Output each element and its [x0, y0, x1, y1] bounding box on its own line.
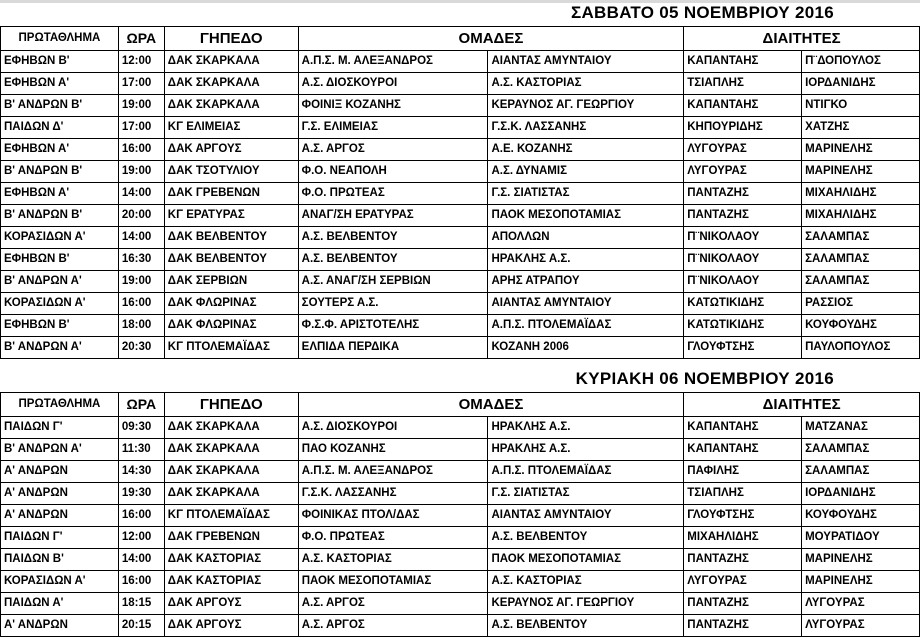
- referee-1-cell: ΠΑΝΤΑΖΗΣ: [684, 615, 802, 637]
- referee-2-cell: ΣΑΛΑΜΠΑΣ: [802, 249, 920, 271]
- away-team-cell: Γ.Σ.Κ. ΛΑΣΣΑΝΗΣ: [488, 117, 684, 139]
- time-cell: 17:00: [118, 73, 164, 95]
- home-team-cell: Α.Σ. ΚΑΣΤΟΡΙΑΣ: [298, 549, 488, 571]
- referee-1-cell: ΛΥΓΟΥΡΑΣ: [684, 571, 802, 593]
- header-teams: ΟΜΑΔΕΣ: [298, 393, 684, 417]
- league-cell: ΠΑΙΔΩΝ Δ': [1, 117, 119, 139]
- home-team-cell: ΠΑΟ ΚΟΖΑΝΗΣ: [298, 439, 488, 461]
- table-row: [1, 73, 920, 95]
- time-cell: 12:00: [118, 527, 164, 549]
- home-team-cell: ΣΟΥΤΕΡΣ Α.Σ.: [298, 293, 488, 315]
- saturday-title: ΣΑΒΒΑΤΟ 05 ΝΟΕΜΒΡΙΟΥ 2016: [570, 3, 834, 22]
- time-cell: 12:00: [118, 51, 164, 73]
- referee-1-cell: ΠΑΝΤΑΖΗΣ: [684, 549, 802, 571]
- referee-2-cell: ΠΑΥΛΟΠΟΥΛΟΣ: [802, 337, 920, 359]
- referee-1-cell: ΓΛΟΥΦΤΣΗΣ: [684, 337, 802, 359]
- referee-2-cell: ΜΟΥΡΑΤΙΔΟΥ: [802, 527, 920, 549]
- time-cell: 16:00: [118, 571, 164, 593]
- time-cell: 09:30: [118, 417, 164, 439]
- table-header-row: [1, 393, 920, 417]
- home-team-cell: Α.Σ. ΒΕΛΒΕΝΤΟΥ: [298, 249, 488, 271]
- home-team-cell: ΠΑΟΚ ΜΕΣΟΠΟΤΑΜΙΑΣ: [298, 571, 488, 593]
- table-row: [1, 461, 920, 483]
- referee-1-cell: ΛΥΓΟΥΡΑΣ: [684, 161, 802, 183]
- referee-1-cell: ΤΣΙΑΠΛΗΣ: [684, 483, 802, 505]
- away-team-cell: ΠΑΟΚ ΜΕΣΟΠΟΤΑΜΙΑΣ: [488, 549, 684, 571]
- referee-2-cell: ΣΑΛΑΜΠΑΣ: [802, 271, 920, 293]
- referee-1-cell: ΚΑΠΑΝΤΑΗΣ: [684, 439, 802, 461]
- league-cell: ΚΟΡΑΣΙΔΩΝ Α': [1, 571, 119, 593]
- league-cell: Α' ΑΝΔΡΩΝ: [1, 461, 119, 483]
- header-time: ΩΡΑ: [118, 27, 164, 51]
- table-row: [1, 527, 920, 549]
- sunday-schedule-table: [0, 392, 920, 637]
- referee-2-cell: ΜΑΡΙΝΕΛΗΣ: [802, 139, 920, 161]
- away-team-cell: Α.Ε. ΚΟΖΑΝΗΣ: [488, 139, 684, 161]
- league-cell: ΕΦΗΒΩΝ Α': [1, 183, 119, 205]
- venue-cell: ΔΑΚ ΦΛΩΡΙΝΑΣ: [164, 315, 298, 337]
- referee-1-cell: ΚΑΠΑΝΤΑΗΣ: [684, 51, 802, 73]
- referee-2-cell: ΚΟΥΦΟΥΔΗΣ: [802, 505, 920, 527]
- time-cell: 20:00: [118, 205, 164, 227]
- home-team-cell: Γ.Σ. ΕΛΙΜΕΙΑΣ: [298, 117, 488, 139]
- venue-cell: ΔΑΚ ΣΚΑΡΚΑΛΑ: [164, 51, 298, 73]
- table-row: [1, 439, 920, 461]
- home-team-cell: Α.Σ. ΑΡΓΟΣ: [298, 615, 488, 637]
- venue-cell: ΔΑΚ ΤΣΟΤΥΛΙΟΥ: [164, 161, 298, 183]
- time-cell: 14:00: [118, 549, 164, 571]
- referee-2-cell: ΣΑΛΑΜΠΑΣ: [802, 227, 920, 249]
- home-team-cell: Α.Σ. ΑΝΑΓ/ΣΗ ΣΕΡΒΙΩΝ: [298, 271, 488, 293]
- venue-cell: ΚΓ ΕΡΑΤΥΡΑΣ: [164, 205, 298, 227]
- referee-1-cell: ΚΑΠΑΝΤΑΗΣ: [684, 417, 802, 439]
- table-row: [1, 51, 920, 73]
- time-cell: 18:00: [118, 315, 164, 337]
- header-time: ΩΡΑ: [118, 393, 164, 417]
- table-row: [1, 293, 920, 315]
- referee-1-cell: ΤΣΙΑΠΛΗΣ: [684, 73, 802, 95]
- referee-1-cell: ΠΑΝΤΑΖΗΣ: [684, 183, 802, 205]
- referee-2-cell: ΣΑΛΑΜΠΑΣ: [802, 461, 920, 483]
- referee-1-cell: ΛΥΓΟΥΡΑΣ: [684, 139, 802, 161]
- venue-cell: ΔΑΚ ΣΕΡΒΙΩΝ: [164, 271, 298, 293]
- venue-cell: ΔΑΚ ΚΑΣΤΟΡΙΑΣ: [164, 549, 298, 571]
- away-team-cell: ΠΑΟΚ ΜΕΣΟΠΟΤΑΜΙΑΣ: [488, 205, 684, 227]
- away-team-cell: ΑΙΑΝΤΑΣ ΑΜΥΝΤΑΙΟΥ: [488, 293, 684, 315]
- time-cell: 14:00: [118, 183, 164, 205]
- league-cell: Α' ΑΝΔΡΩΝ: [1, 505, 119, 527]
- time-cell: 19:30: [118, 483, 164, 505]
- header-referees: ΔΙΑΙΤΗΤΕΣ: [684, 27, 920, 51]
- table-row: [1, 227, 920, 249]
- league-cell: Β' ΑΝΔΡΩΝ Α': [1, 271, 119, 293]
- time-cell: 16:30: [118, 249, 164, 271]
- referee-2-cell: ΜΑΡΙΝΕΛΗΣ: [802, 161, 920, 183]
- away-team-cell: ΑΙΑΝΤΑΣ ΑΜΥΝΤΑΙΟΥ: [488, 51, 684, 73]
- referee-2-cell: ΧΑΤΖΗΣ: [802, 117, 920, 139]
- referee-2-cell: ΜΑΡΙΝΕΛΗΣ: [802, 549, 920, 571]
- league-cell: ΕΦΗΒΩΝ Β': [1, 249, 119, 271]
- referee-1-cell: ΓΛΟΥΦΤΣΗΣ: [684, 505, 802, 527]
- table-row: [1, 505, 920, 527]
- referee-2-cell: ΜΑΤΖΑΝΑΣ: [802, 417, 920, 439]
- home-team-cell: Α.Σ. ΑΡΓΟΣ: [298, 593, 488, 615]
- league-cell: ΚΟΡΑΣΙΔΩΝ Α': [1, 293, 119, 315]
- saturday-schedule-table: [0, 26, 920, 359]
- away-team-cell: Α.Π.Σ. ΠΤΟΛΕΜΑΪΔΑΣ: [488, 315, 684, 337]
- venue-cell: ΚΓ ΠΤΟΛΕΜΑΪΔΑΣ: [164, 337, 298, 359]
- away-team-cell: Α.Σ. ΔΥΝΑΜΙΣ: [488, 161, 684, 183]
- home-team-cell: Α.Σ. ΑΡΓΟΣ: [298, 139, 488, 161]
- referee-1-cell: Π¨ΝΙΚΟΛΑΟΥ: [684, 271, 802, 293]
- away-team-cell: Γ.Σ. ΣΙΑΤΙΣΤΑΣ: [488, 183, 684, 205]
- away-team-cell: ΚΕΡΑΥΝΟΣ ΑΓ. ΓΕΩΡΓΙΟΥ: [488, 95, 684, 117]
- venue-cell: ΔΑΚ ΚΑΣΤΟΡΙΑΣ: [164, 571, 298, 593]
- table-row: [1, 593, 920, 615]
- league-cell: ΕΦΗΒΩΝ Α': [1, 139, 119, 161]
- table-row: [1, 271, 920, 293]
- table-row: [1, 615, 920, 637]
- venue-cell: ΔΑΚ ΓΡΕΒΕΝΩΝ: [164, 183, 298, 205]
- table-row: [1, 117, 920, 139]
- time-cell: 19:00: [118, 271, 164, 293]
- home-team-cell: Α.Π.Σ. Μ. ΑΛΕΞΑΝΔΡΟΣ: [298, 51, 488, 73]
- header-referees: ΔΙΑΙΤΗΤΕΣ: [684, 393, 920, 417]
- league-cell: ΕΦΗΒΩΝ Α': [1, 73, 119, 95]
- home-team-cell: Α.Σ. ΔΙΟΣΚΟΥΡΟΙ: [298, 73, 488, 95]
- time-cell: 18:15: [118, 593, 164, 615]
- away-team-cell: ΑΙΑΝΤΑΣ ΑΜΥΝΤΑΙΟΥ: [488, 505, 684, 527]
- time-cell: 11:30: [118, 439, 164, 461]
- league-cell: ΠΑΙΔΩΝ Α': [1, 593, 119, 615]
- home-team-cell: Α.Π.Σ. Μ. ΑΛΕΞΑΝΔΡΟΣ: [298, 461, 488, 483]
- referee-1-cell: Π¨ΝΙΚΟΛΑΟΥ: [684, 249, 802, 271]
- league-cell: ΕΦΗΒΩΝ Β': [1, 51, 119, 73]
- referee-2-cell: ΙΟΡΔΑΝΙΔΗΣ: [802, 73, 920, 95]
- table-row: [1, 249, 920, 271]
- referee-2-cell: Π¨ΔΟΠΟΥΛΟΣ: [802, 51, 920, 73]
- venue-cell: ΔΑΚ ΣΚΑΡΚΑΛΑ: [164, 95, 298, 117]
- home-team-cell: Φ.Ο. ΠΡΩΤΕΑΣ: [298, 527, 488, 549]
- home-team-cell: Α.Σ. ΔΙΟΣΚΟΥΡΟΙ: [298, 417, 488, 439]
- venue-cell: ΔΑΚ ΣΚΑΡΚΑΛΑ: [164, 483, 298, 505]
- table-row: [1, 549, 920, 571]
- league-cell: Β' ΑΝΔΡΩΝ Β': [1, 205, 119, 227]
- away-team-cell: Γ.Σ. ΣΙΑΤΙΣΤΑΣ: [488, 483, 684, 505]
- league-cell: Β' ΑΝΔΡΩΝ Α': [1, 439, 119, 461]
- referee-2-cell: ΝΤΙΓΚΟ: [802, 95, 920, 117]
- league-cell: ΚΟΡΑΣΙΔΩΝ Α': [1, 227, 119, 249]
- home-team-cell: Γ.Σ.Κ. ΛΑΣΣΑΝΗΣ: [298, 483, 488, 505]
- table-row: [1, 483, 920, 505]
- referee-2-cell: ΣΑΛΑΜΠΑΣ: [802, 439, 920, 461]
- venue-cell: ΔΑΚ ΣΚΑΡΚΑΛΑ: [164, 461, 298, 483]
- header-venue: ΓΗΠΕΔΟ: [164, 27, 298, 51]
- header-teams: ΟΜΑΔΕΣ: [298, 27, 684, 51]
- table-row: [1, 571, 920, 593]
- venue-cell: ΔΑΚ ΑΡΓΟΥΣ: [164, 139, 298, 161]
- venue-cell: ΔΑΚ ΑΡΓΟΥΣ: [164, 615, 298, 637]
- venue-cell: ΔΑΚ ΣΚΑΡΚΑΛΑ: [164, 417, 298, 439]
- away-team-cell: ΑΠΟΛΛΩΝ: [488, 227, 684, 249]
- table-row: [1, 417, 920, 439]
- home-team-cell: ΦΟΙΝΙΞ ΚΟΖΑΝΗΣ: [298, 95, 488, 117]
- time-cell: 17:00: [118, 117, 164, 139]
- referee-2-cell: ΛΥΓΟΥΡΑΣ: [802, 593, 920, 615]
- time-cell: 20:30: [118, 337, 164, 359]
- home-team-cell: ΕΛΠΙΔΑ ΠΕΡΔΙΚΑ: [298, 337, 488, 359]
- referee-1-cell: ΠΑΝΤΑΖΗΣ: [684, 205, 802, 227]
- time-cell: 19:00: [118, 161, 164, 183]
- referee-1-cell: Π¨ΝΙΚΟΛΑΟΥ: [684, 227, 802, 249]
- table-header-row: [1, 27, 920, 51]
- away-team-cell: ΚΟΖΑΝΗ 2006: [488, 337, 684, 359]
- venue-cell: ΔΑΚ ΓΡΕΒΕΝΩΝ: [164, 527, 298, 549]
- table-row: [1, 183, 920, 205]
- table-row: [1, 139, 920, 161]
- home-team-cell: Φ.Ο. ΠΡΩΤΕΑΣ: [298, 183, 488, 205]
- referee-2-cell: ΜΙΧΑΗΛΙΔΗΣ: [802, 205, 920, 227]
- league-cell: ΕΦΗΒΩΝ Β': [1, 315, 119, 337]
- referee-1-cell: ΠΑΦΙΛΗΣ: [684, 461, 802, 483]
- away-team-cell: ΗΡΑΚΛΗΣ Α.Σ.: [488, 439, 684, 461]
- sunday-title: ΚΥΡΙΑΚΗ 06 ΝΟΕΜΒΡΙΟΥ 2016: [575, 369, 834, 388]
- away-team-cell: ΗΡΑΚΛΗΣ Α.Σ.: [488, 249, 684, 271]
- away-team-cell: Α.Σ. ΚΑΣΤΟΡΙΑΣ: [488, 73, 684, 95]
- table-row: [1, 205, 920, 227]
- table-row: [1, 337, 920, 359]
- away-team-cell: ΗΡΑΚΛΗΣ Α.Σ.: [488, 417, 684, 439]
- referee-1-cell: ΠΑΝΤΑΖΗΣ: [684, 593, 802, 615]
- league-cell: ΠΑΙΔΩΝ Γ': [1, 417, 119, 439]
- away-team-cell: ΑΡΗΣ ΑΤΡΑΠΟΥ: [488, 271, 684, 293]
- away-team-cell: Α.Σ. ΒΕΛΒΕΝΤΟΥ: [488, 615, 684, 637]
- league-cell: Β' ΑΝΔΡΩΝ Β': [1, 161, 119, 183]
- venue-cell: ΚΓ ΠΤΟΛΕΜΑΪΔΑΣ: [164, 505, 298, 527]
- league-cell: ΠΑΙΔΩΝ Β': [1, 549, 119, 571]
- away-team-cell: Α.Σ. ΒΕΛΒΕΝΤΟΥ: [488, 527, 684, 549]
- header-league: ΠΡΩΤΑΘΛΗΜΑ: [1, 27, 119, 51]
- home-team-cell: Φ.Σ.Φ. ΑΡΙΣΤΟΤΕΛΗΣ: [298, 315, 488, 337]
- away-team-cell: ΚΕΡΑΥΝΟΣ ΑΓ. ΓΕΩΡΓΙΟΥ: [488, 593, 684, 615]
- time-cell: 14:30: [118, 461, 164, 483]
- table-row: [1, 95, 920, 117]
- venue-cell: ΔΑΚ ΑΡΓΟΥΣ: [164, 593, 298, 615]
- league-cell: Α' ΑΝΔΡΩΝ: [1, 615, 119, 637]
- referee-1-cell: ΚΑΤΩΤΙΚΙΔΗΣ: [684, 293, 802, 315]
- referee-2-cell: ΡΑΣΣΙΟΣ: [802, 293, 920, 315]
- referee-1-cell: ΚΗΠΟΥΡΙΔΗΣ: [684, 117, 802, 139]
- venue-cell: ΔΑΚ ΣΚΑΡΚΑΛΑ: [164, 73, 298, 95]
- time-cell: 19:00: [118, 95, 164, 117]
- home-team-cell: ΦΟΙΝΙΚΑΣ ΠΤΟΛ/ΔΑΣ: [298, 505, 488, 527]
- referee-1-cell: ΚΑΤΩΤΙΚΙΔΗΣ: [684, 315, 802, 337]
- away-team-cell: Α.Σ. ΚΑΣΤΟΡΙΑΣ: [488, 571, 684, 593]
- league-cell: Α' ΑΝΔΡΩΝ: [1, 483, 119, 505]
- time-cell: 16:00: [118, 293, 164, 315]
- referee-2-cell: ΚΟΥΦΟΥΔΗΣ: [802, 315, 920, 337]
- referee-1-cell: ΚΑΠΑΝΤΑΗΣ: [684, 95, 802, 117]
- referee-1-cell: ΜΙΧΑΗΛΙΔΗΣ: [684, 527, 802, 549]
- away-team-cell: Α.Π.Σ. ΠΤΟΛΕΜΑΪΔΑΣ: [488, 461, 684, 483]
- league-cell: Β' ΑΝΔΡΩΝ Α': [1, 337, 119, 359]
- table-row: [1, 161, 920, 183]
- venue-cell: ΚΓ ΕΛΙΜΕΙΑΣ: [164, 117, 298, 139]
- venue-cell: ΔΑΚ ΣΚΑΡΚΑΛΑ: [164, 439, 298, 461]
- time-cell: 14:00: [118, 227, 164, 249]
- time-cell: 16:00: [118, 139, 164, 161]
- league-cell: ΠΑΙΔΩΝ Γ': [1, 527, 119, 549]
- home-team-cell: Φ.Ο. ΝΕΑΠΟΛΗ: [298, 161, 488, 183]
- home-team-cell: ΑΝΑΓ/ΣΗ ΕΡΑΤΥΡΑΣ: [298, 205, 488, 227]
- venue-cell: ΔΑΚ ΒΕΛΒΕΝΤΟΥ: [164, 249, 298, 271]
- referee-2-cell: ΜΑΡΙΝΕΛΗΣ: [802, 571, 920, 593]
- venue-cell: ΔΑΚ ΦΛΩΡΙΝΑΣ: [164, 293, 298, 315]
- header-venue: ΓΗΠΕΔΟ: [164, 393, 298, 417]
- league-cell: Β' ΑΝΔΡΩΝ Β': [1, 95, 119, 117]
- referee-2-cell: ΜΙΧΑΗΛΙΔΗΣ: [802, 183, 920, 205]
- referee-2-cell: ΙΟΡΔΑΝΙΔΗΣ: [802, 483, 920, 505]
- time-cell: 16:00: [118, 505, 164, 527]
- time-cell: 20:15: [118, 615, 164, 637]
- venue-cell: ΔΑΚ ΒΕΛΒΕΝΤΟΥ: [164, 227, 298, 249]
- referee-2-cell: ΛΥΓΟΥΡΑΣ: [802, 615, 920, 637]
- header-league: ΠΡΩΤΑΘΛΗΜΑ: [1, 393, 119, 417]
- home-team-cell: Α.Σ. ΒΕΛΒΕΝΤΟΥ: [298, 227, 488, 249]
- table-row: [1, 315, 920, 337]
